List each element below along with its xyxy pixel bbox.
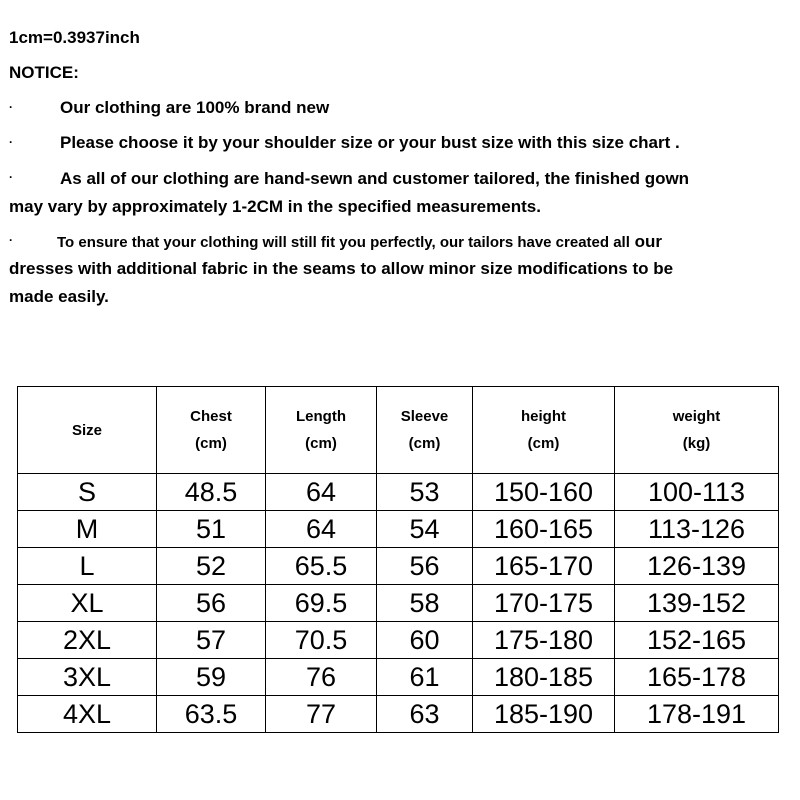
notice-line: Our clothing are 100% brand new — [60, 98, 330, 117]
table-cell: 160-165 — [473, 511, 615, 548]
bullet: · — [9, 233, 13, 247]
table-cell: 185-190 — [473, 696, 615, 733]
table-cell: 63 — [377, 696, 473, 733]
table-cell: 53 — [377, 474, 473, 511]
table-cell: 175-180 — [473, 622, 615, 659]
table-cell: 180-185 — [473, 659, 615, 696]
column-header — [473, 387, 615, 474]
column-header-label: Size — [71, 421, 102, 439]
table-cell: S — [18, 474, 157, 511]
table-cell: 60 — [377, 622, 473, 659]
notice-line: may vary by approximately 1-2CM in the specified measurements. — [9, 197, 541, 216]
table-cell: 57 — [157, 622, 266, 659]
table-cell: 64 — [266, 511, 377, 548]
table-row — [18, 622, 779, 659]
table-cell: XL — [18, 585, 157, 622]
notice-line: made easily. — [9, 287, 109, 306]
notice-line: Please choose it by your shoulder size or your bust size with this size chart . — [60, 133, 680, 152]
table-cell: L — [18, 548, 157, 585]
column-header-unit: (cm) — [527, 435, 560, 452]
table-cell: 100-113 — [615, 474, 779, 511]
table-cell: M — [18, 511, 157, 548]
column-header — [157, 387, 266, 474]
table-cell: 54 — [377, 511, 473, 548]
table-cell: 63.5 — [157, 696, 266, 733]
table-cell: 150-160 — [473, 474, 615, 511]
table-cell: 48.5 — [157, 474, 266, 511]
table-row — [18, 511, 779, 548]
column-header-unit: (cm) — [408, 435, 441, 452]
table-row — [18, 659, 779, 696]
notice-line — [57, 232, 662, 252]
column-header — [377, 387, 473, 474]
table-cell: 165-170 — [473, 548, 615, 585]
column-header-unit: (cm) — [305, 435, 337, 452]
table-row — [18, 585, 779, 622]
table-cell: 69.5 — [266, 585, 377, 622]
table-header-row — [18, 387, 779, 474]
bullet: · — [9, 100, 13, 114]
table-cell: 152-165 — [615, 622, 779, 659]
column-header-unit: (cm) — [195, 435, 227, 452]
table-cell: 56 — [157, 585, 266, 622]
table-cell: 70.5 — [266, 622, 377, 659]
table-cell: 77 — [266, 696, 377, 733]
column-header — [615, 387, 779, 474]
column-header-label: height — [521, 408, 566, 425]
table-cell: 65.5 — [266, 548, 377, 585]
table-cell: 3XL — [18, 659, 157, 696]
table-cell: 139-152 — [615, 585, 779, 622]
column-header-label: Chest — [190, 408, 232, 425]
table-cell: 165-178 — [615, 659, 779, 696]
column-header-label: Length — [296, 408, 346, 425]
notice-line: dresses with additional fabric in the seams to allow minor size modifications to be — [9, 259, 674, 278]
table-cell: 113-126 — [615, 511, 779, 548]
table-cell: 51 — [157, 511, 266, 548]
column-header-label: Sleeve — [400, 408, 449, 425]
notice-text: To ensure that your clothing will still fit you perfectly, our tailors have created all — [57, 234, 630, 251]
table-cell: 58 — [377, 585, 473, 622]
column-header — [266, 387, 377, 474]
table-cell: 61 — [377, 659, 473, 696]
column-header-label: weight — [672, 408, 721, 425]
table-cell: 76 — [266, 659, 377, 696]
column-header — [18, 387, 157, 474]
bullet: · — [9, 135, 13, 149]
table-cell: 52 — [157, 548, 266, 585]
table-cell: 4XL — [18, 696, 157, 733]
table-cell: 2XL — [18, 622, 157, 659]
notice-line: As all of our clothing are hand-sewn and customer tailored, the finished gown — [60, 169, 690, 188]
table-cell: 170-175 — [473, 585, 615, 622]
notice-title: NOTICE: — [9, 63, 79, 82]
column-header-unit: (kg) — [682, 435, 711, 452]
table-row — [18, 548, 779, 585]
table-cell: 64 — [266, 474, 377, 511]
size-chart-table — [17, 386, 779, 733]
table-row — [18, 696, 779, 733]
notice-text: our — [634, 232, 663, 251]
conversion-note: 1cm=0.3937inch — [9, 28, 140, 47]
table-cell: 178-191 — [615, 696, 779, 733]
table-row — [18, 474, 779, 511]
bullet: · — [9, 170, 13, 184]
table-cell: 56 — [377, 548, 473, 585]
table-cell: 59 — [157, 659, 266, 696]
table-cell: 126-139 — [615, 548, 779, 585]
